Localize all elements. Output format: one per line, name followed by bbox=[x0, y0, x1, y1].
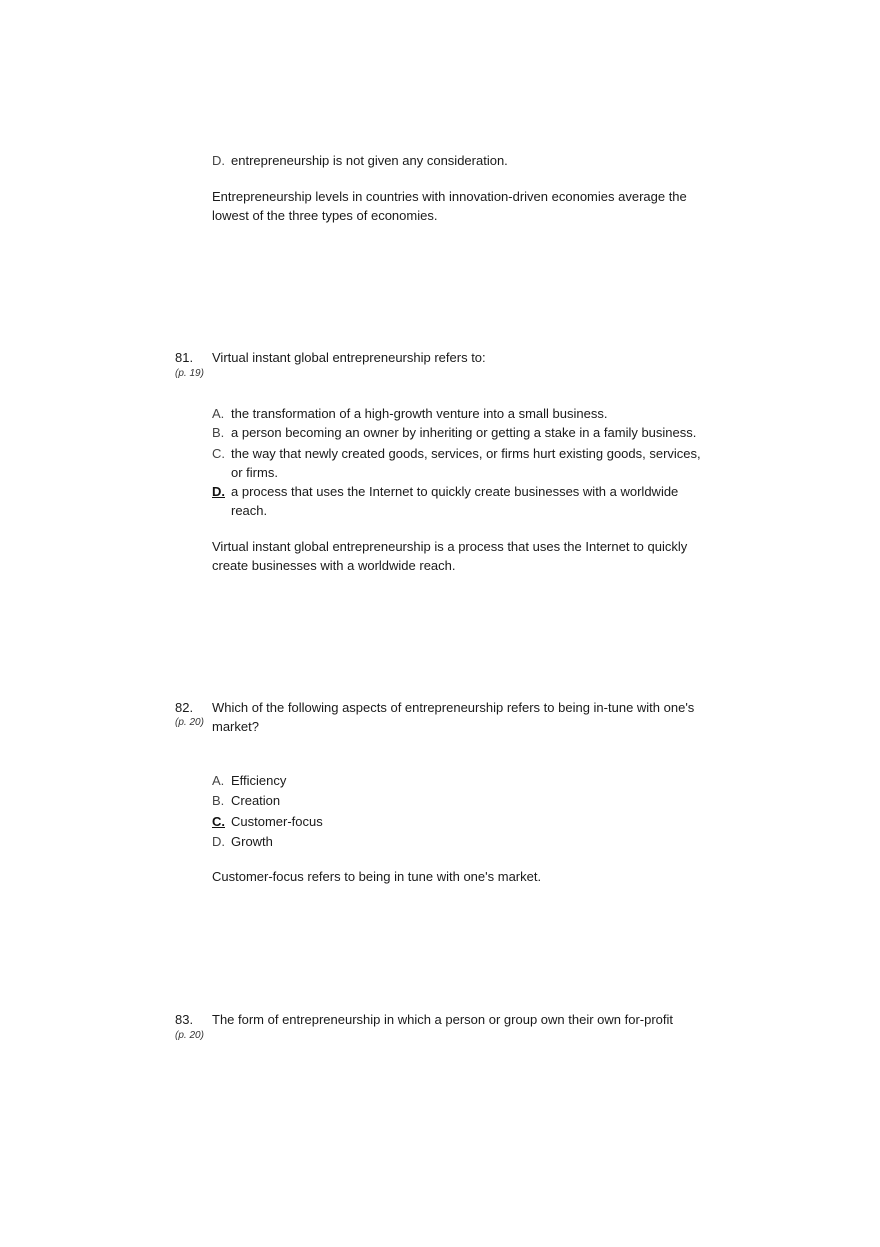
option-text: a person becoming an owner by inheriting or getting a stake in a family business. bbox=[231, 425, 697, 440]
option-letter: D. bbox=[212, 834, 225, 849]
page-reference: (p. 19) bbox=[175, 368, 204, 379]
option-text: Customer-focus bbox=[231, 814, 323, 829]
explanation-text: Entrepreneurship levels in countries with innovation-driven economies average the lowest of the three types of economies. bbox=[212, 189, 687, 223]
option-text: entrepreneurship is not given any consideration. bbox=[231, 153, 508, 168]
option-b bbox=[212, 791, 702, 810]
page-reference: (p. 20) bbox=[175, 1030, 204, 1041]
option-text: Creation bbox=[231, 793, 281, 808]
question-text: The form of entrepreneurship in which a person or group own their own for-profit bbox=[212, 1012, 674, 1027]
option-d bbox=[212, 832, 702, 851]
option-letter: C. bbox=[212, 446, 225, 461]
question-text: Which of the following aspects of entrepreneurship refers to being in-tune with one's market? bbox=[212, 700, 695, 734]
option-a bbox=[212, 404, 702, 423]
option-c bbox=[212, 444, 702, 480]
option-d-correct bbox=[212, 482, 702, 518]
option-text: Efficiency bbox=[231, 773, 287, 788]
option-text: the transformation of a high-growth venture into a small business. bbox=[231, 406, 608, 421]
option-d bbox=[212, 151, 702, 170]
question-number: 81. bbox=[175, 350, 194, 365]
question-number: 83. bbox=[175, 1012, 194, 1027]
question-text: Virtual instant global entrepreneurship refers to: bbox=[212, 350, 486, 365]
option-b bbox=[212, 423, 702, 442]
option-text: the way that newly created goods, services, or firms hurt existing goods, services, or firms. bbox=[231, 446, 701, 480]
option-letter: A. bbox=[212, 406, 225, 421]
page-reference: (p. 20) bbox=[175, 717, 204, 728]
option-letter: D. bbox=[212, 153, 225, 168]
option-letter: B. bbox=[212, 425, 225, 440]
question-number: 82. bbox=[175, 700, 194, 715]
option-text: a process that uses the Internet to quickly create businesses with a worldwide reach. bbox=[231, 484, 679, 518]
option-a bbox=[212, 771, 702, 790]
option-c-correct bbox=[212, 812, 702, 831]
option-letter: B. bbox=[212, 793, 225, 808]
option-letter: A. bbox=[212, 773, 225, 788]
correct-answer-letter: C. bbox=[212, 814, 225, 829]
correct-answer-letter: D. bbox=[212, 484, 225, 499]
explanation-text: Customer-focus refers to being in tune with one's market. bbox=[212, 869, 542, 884]
option-text: Growth bbox=[231, 834, 273, 849]
explanation-text: Virtual instant global entrepreneurship is a process that uses the Internet to quickly create businesses with a worldwide reach. bbox=[212, 539, 688, 573]
